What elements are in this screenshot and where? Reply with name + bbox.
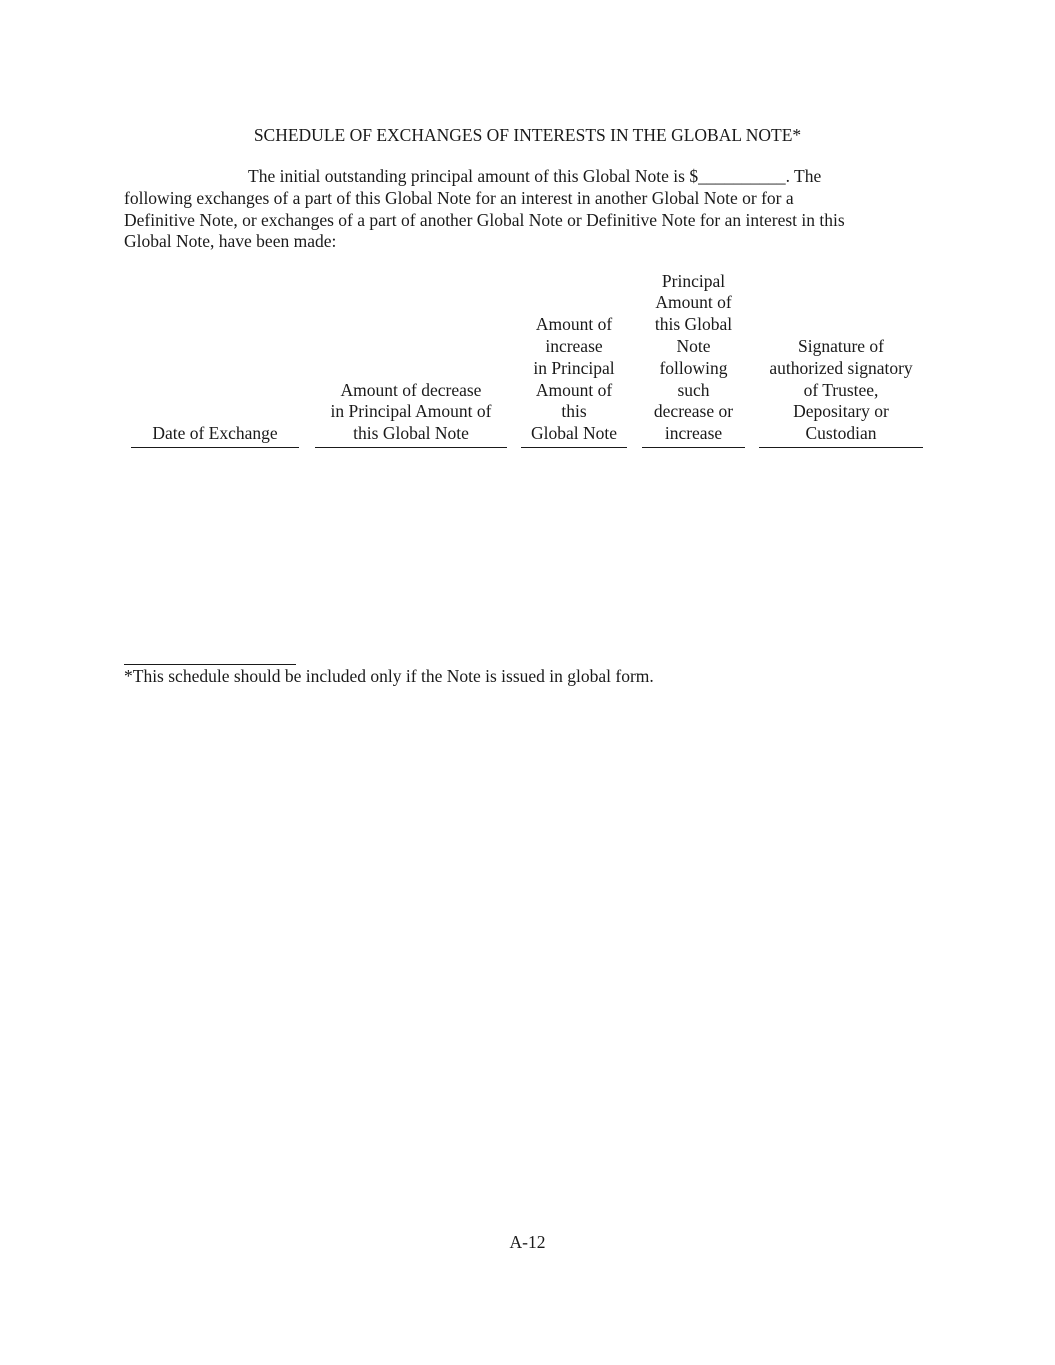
column-header-line: Depositary or <box>793 401 889 422</box>
column-header-signature <box>759 336 923 448</box>
column-header-line: Signature of <box>797 336 885 357</box>
column-header-line: such <box>677 379 710 400</box>
page-title: SCHEDULE OF EXCHANGES OF INTERESTS IN THE GLOBAL NOTE* <box>253 125 802 145</box>
column-header-line: Amount of <box>535 314 613 335</box>
column-header-line: in Principal <box>533 357 615 378</box>
intro-line: Global Note, have been made: <box>124 231 337 252</box>
column-header-line: Amount of decrease <box>340 379 482 400</box>
column-header-principal-amount-following <box>642 271 745 448</box>
column-header-line: Custodian <box>805 423 877 444</box>
intro-line: following exchanges of a part of this Global Note for an interest in another Global Note or for a <box>124 187 794 208</box>
column-header-line: in Principal Amount of <box>330 401 492 422</box>
column-header-line: of Trustee, <box>803 379 879 400</box>
column-header-line: Date of Exchange <box>152 423 278 444</box>
column-header-line: increase <box>664 423 723 444</box>
column-header-date-of-exchange <box>131 423 299 448</box>
footnote: *This schedule should be included only if the Note is issued in global form. <box>124 666 654 686</box>
intro-line: Definitive Note, or exchanges of a part of another Global Note or Definitive Note for an interest in this <box>124 209 845 230</box>
column-header-line: this Global Note <box>353 423 469 444</box>
intro-paragraph <box>124 166 924 253</box>
column-header-line: Principal <box>661 270 726 291</box>
column-header-line: this <box>561 401 587 422</box>
column-header-amount-of-increase <box>521 314 627 448</box>
column-header-line: Amount of <box>535 379 613 400</box>
column-header-line: following <box>659 357 728 378</box>
column-header-line: this Global <box>654 314 733 335</box>
column-header-line: Note <box>676 336 711 357</box>
intro-line: The initial outstanding principal amount of this Global Note is $__________. The <box>248 166 822 186</box>
column-header-amount-of-decrease <box>315 380 507 448</box>
footnote-divider <box>124 664 296 665</box>
column-header-line: increase <box>545 336 603 357</box>
column-header-line: Amount of <box>655 292 732 313</box>
page-number: A-12 <box>509 1232 546 1252</box>
column-header-line: authorized signatory <box>769 357 913 378</box>
column-header-line: Global Note <box>530 423 618 444</box>
column-header-line: decrease or <box>653 401 734 422</box>
